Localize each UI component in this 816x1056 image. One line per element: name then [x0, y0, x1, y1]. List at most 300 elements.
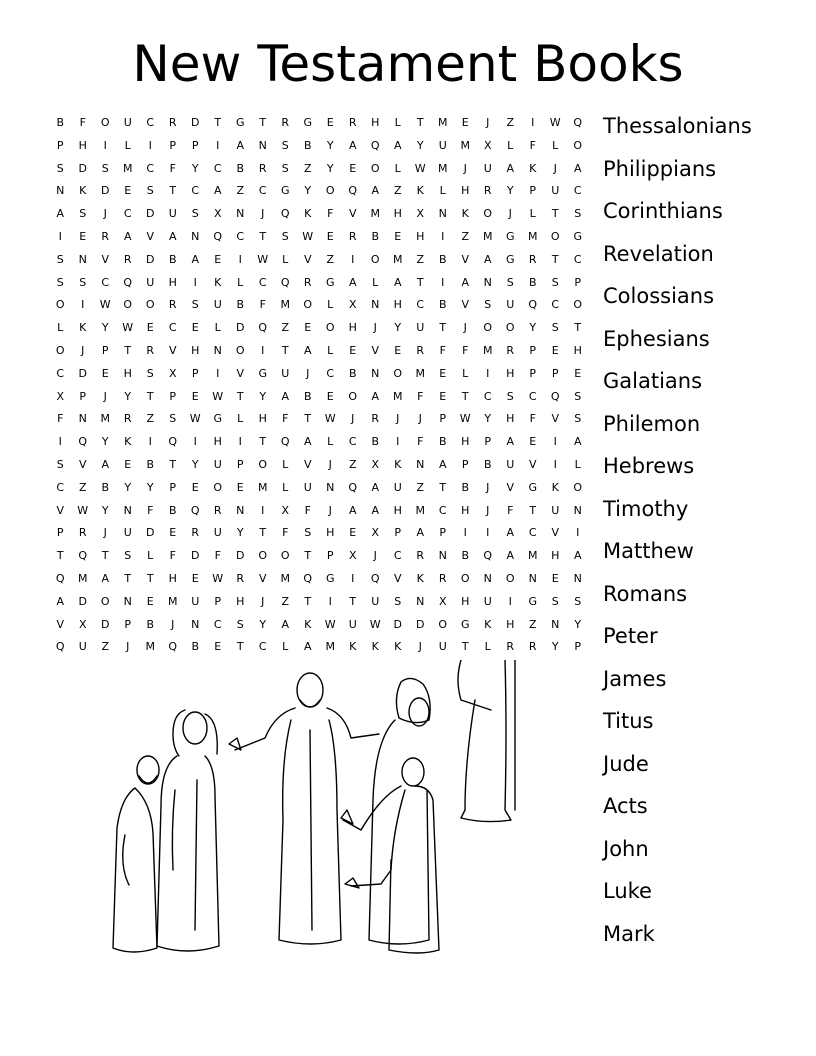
grid-letter: N — [573, 503, 582, 517]
grid-letter: Y — [101, 503, 109, 517]
grid-letter: I — [261, 503, 265, 517]
grid-letter: B — [236, 161, 245, 175]
grid-row — [49, 454, 589, 477]
grid-letter: C — [258, 184, 267, 198]
grid-letter: K — [79, 321, 87, 335]
grid-letter: L — [282, 457, 289, 471]
grid-letter: G — [528, 594, 538, 608]
grid-letter: G — [213, 412, 223, 426]
grid-letter: B — [348, 366, 357, 380]
grid-letter: R — [438, 571, 447, 585]
grid-letter: F — [304, 503, 311, 517]
grid-letter: E — [349, 343, 357, 357]
grid-letter: O — [393, 366, 403, 380]
figure-right-partial — [458, 660, 515, 822]
grid-letter: T — [574, 321, 582, 335]
letter-grid — [49, 112, 589, 659]
grid-letter: E — [394, 229, 402, 243]
grid-letter: K — [79, 184, 87, 198]
grid-letter: W — [212, 571, 224, 585]
grid-letter: R — [146, 343, 155, 357]
grid-letter: P — [214, 594, 222, 608]
grid-letter: R — [168, 298, 177, 312]
grid-letter: S — [281, 138, 289, 152]
grid-letter: I — [216, 138, 220, 152]
grid-letter: Z — [236, 184, 245, 198]
grid-letter: P — [574, 640, 582, 654]
grid-letter: N — [236, 207, 245, 221]
grid-letter: B — [168, 252, 177, 266]
grid-letter: S — [124, 549, 132, 563]
grid-letter: C — [551, 298, 560, 312]
grid-letter: S — [79, 275, 87, 289]
grid-letter: I — [396, 435, 400, 449]
grid-letter: Z — [281, 594, 290, 608]
grid-letter: M — [280, 298, 290, 312]
grid-letter: B — [303, 138, 312, 152]
grid-letter: T — [304, 549, 312, 563]
grid-letter: R — [191, 526, 200, 540]
grid-letter: R — [506, 640, 515, 654]
grid-letter: Q — [55, 571, 65, 585]
grid-letter: X — [281, 503, 290, 517]
grid-letter: E — [214, 640, 222, 654]
grid-letter: W — [189, 412, 201, 426]
grid-letter: G — [325, 275, 335, 289]
grid-row — [49, 408, 589, 431]
grid-letter: B — [236, 298, 245, 312]
grid-letter: M — [325, 640, 335, 654]
grid-letter: U — [213, 298, 222, 312]
grid-letter: D — [146, 207, 155, 221]
grid-letter: T — [439, 321, 447, 335]
grid-letter: O — [550, 229, 560, 243]
grid-letter: U — [123, 116, 132, 129]
grid-letter: Q — [213, 229, 223, 243]
grid-letter: D — [78, 161, 87, 175]
grid-letter: C — [213, 161, 222, 175]
grid-letter: D — [78, 594, 87, 608]
grid-letter: S — [574, 389, 582, 403]
word-list-item: Philemon — [603, 411, 701, 436]
grid-letter: Y — [124, 480, 132, 494]
grid-letter: W — [77, 503, 89, 517]
grid-letter: H — [461, 435, 470, 449]
grid-row — [49, 158, 589, 181]
grid-letter: J — [351, 412, 355, 426]
grid-letter: A — [101, 457, 110, 471]
grid-letter: M — [483, 229, 493, 243]
grid-letter: H — [461, 503, 470, 517]
grid-letter: S — [56, 252, 64, 266]
grid-letter: T — [169, 457, 177, 471]
grid-letter: V — [551, 412, 560, 426]
grid-letter: R — [348, 116, 357, 129]
grid-letter: Y — [101, 435, 109, 449]
grid-letter: O — [460, 571, 470, 585]
grid-letter: T — [169, 184, 177, 198]
grid-letter: T — [124, 343, 132, 357]
grid-letter: I — [238, 252, 242, 266]
grid-letter: P — [236, 457, 244, 471]
grid-letter: S — [304, 526, 312, 540]
grid-letter: B — [101, 480, 110, 494]
grid-letter: R — [213, 503, 222, 517]
grid-letter: E — [326, 229, 334, 243]
grid-letter: U — [483, 594, 492, 608]
grid-letter: O — [483, 321, 493, 335]
grid-letter: L — [552, 138, 559, 152]
grid-letter: H — [506, 412, 515, 426]
grid-letter: T — [304, 412, 312, 426]
grid-letter: S — [146, 184, 154, 198]
grid-letter: Q — [348, 480, 358, 494]
grid-letter: I — [508, 594, 512, 608]
grid-letter: L — [327, 298, 334, 312]
grid-letter: L — [282, 252, 289, 266]
grid-letter: U — [168, 207, 177, 221]
grid-letter: P — [169, 480, 177, 494]
grid-letter: Q — [123, 275, 133, 289]
grid-letter: C — [236, 229, 245, 243]
grid-letter: P — [529, 366, 537, 380]
grid-letter: A — [371, 503, 380, 517]
grid-letter: U — [281, 366, 290, 380]
grid-letter: I — [351, 571, 355, 585]
grid-letter: E — [439, 366, 447, 380]
grid-letter: J — [418, 412, 422, 426]
grid-row — [49, 614, 589, 637]
grid-letter: E — [394, 343, 402, 357]
grid-letter: O — [370, 161, 380, 175]
grid-letter: J — [373, 321, 377, 335]
grid-letter: V — [461, 298, 470, 312]
grid-letter: D — [393, 617, 402, 631]
grid-letter: K — [529, 161, 537, 175]
grid-row — [49, 636, 589, 659]
grid-letter: C — [56, 480, 65, 494]
grid-letter: I — [486, 366, 490, 380]
grid-letter: L — [124, 138, 131, 152]
grid-letter: R — [101, 229, 110, 243]
grid-row — [49, 568, 589, 591]
grid-letter: O — [258, 549, 268, 563]
grid-letter: A — [168, 229, 177, 243]
grid-letter: H — [258, 412, 267, 426]
grid-letter: D — [236, 321, 245, 335]
grid-letter: U — [213, 457, 222, 471]
grid-letter: F — [439, 343, 446, 357]
grid-letter: B — [146, 457, 155, 471]
grid-letter: K — [461, 207, 469, 221]
grid-letter: R — [281, 116, 290, 129]
grid-letter: I — [58, 229, 62, 243]
grid-letter: A — [393, 275, 402, 289]
grid-letter: S — [79, 207, 87, 221]
grid-letter: A — [348, 275, 357, 289]
grid-letter: O — [55, 298, 65, 312]
grid-letter: E — [191, 571, 199, 585]
grid-letter: I — [441, 229, 445, 243]
grid-letter: F — [147, 503, 154, 517]
grid-letter: S — [191, 298, 199, 312]
grid-letter: O — [235, 343, 245, 357]
figure-central — [229, 673, 379, 944]
grid-row — [49, 203, 589, 226]
grid-letter: U — [123, 526, 132, 540]
grid-letter: U — [506, 457, 515, 471]
grid-letter: R — [123, 412, 132, 426]
grid-letter: T — [124, 571, 132, 585]
grid-letter: F — [417, 435, 424, 449]
word-list-item: Timothy — [603, 496, 689, 521]
grid-letter: J — [418, 640, 422, 654]
grid-letter: B — [461, 480, 470, 494]
grid-letter: Z — [303, 161, 312, 175]
grid-letter: E — [191, 321, 199, 335]
grid-letter: O — [483, 207, 493, 221]
word-list — [603, 110, 813, 960]
grid-letter: P — [529, 184, 537, 198]
word-list-item: Luke — [603, 879, 652, 903]
grid-letter: A — [416, 526, 425, 540]
grid-letter: O — [325, 184, 335, 198]
grid-letter: M — [415, 366, 425, 380]
grid-row — [49, 477, 589, 500]
grid-letter: V — [168, 343, 177, 357]
word-list-item: Hebrews — [603, 454, 695, 478]
grid-letter: B — [438, 252, 447, 266]
grid-letter: K — [349, 640, 357, 654]
grid-letter: V — [393, 571, 402, 585]
grid-row — [49, 500, 589, 523]
grid-letter: Q — [168, 435, 178, 449]
grid-row — [49, 386, 589, 409]
grid-letter: E — [146, 321, 154, 335]
grid-letter: Z — [101, 640, 110, 654]
grid-letter: D — [78, 366, 87, 380]
grid-letter: T — [281, 343, 289, 357]
grid-letter: S — [101, 161, 109, 175]
grid-letter: C — [258, 275, 267, 289]
grid-letter: M — [393, 252, 403, 266]
grid-letter: B — [371, 229, 380, 243]
grid-letter: W — [459, 412, 471, 426]
grid-letter: N — [56, 184, 65, 198]
grid-letter: A — [56, 207, 65, 221]
grid-letter: O — [370, 252, 380, 266]
grid-letter: X — [213, 207, 222, 221]
grid-letter: H — [416, 229, 425, 243]
grid-letter: L — [282, 640, 289, 654]
grid-letter: L — [147, 549, 154, 563]
grid-letter: K — [416, 184, 424, 198]
grid-letter: A — [303, 640, 312, 654]
grid-letter: P — [191, 366, 199, 380]
grid-letter: L — [507, 138, 514, 152]
grid-letter: S — [551, 275, 559, 289]
grid-letter: P — [551, 366, 559, 380]
grid-letter: N — [573, 571, 582, 585]
grid-letter: E — [349, 161, 357, 175]
word-list-item: Matthew — [603, 539, 694, 563]
grid-letter: F — [462, 343, 469, 357]
grid-letter: M — [415, 503, 425, 517]
grid-letter: Z — [393, 184, 402, 198]
grid-letter: C — [123, 207, 132, 221]
word-list-item: Jude — [603, 751, 649, 776]
grid-letter: Q — [348, 184, 358, 198]
grid-letter: R — [258, 161, 267, 175]
grid-letter: E — [304, 321, 312, 335]
grid-letter: F — [327, 207, 334, 221]
grid-letter: C — [168, 321, 177, 335]
grid-letter: Z — [528, 617, 537, 631]
grid-letter: Z — [416, 480, 425, 494]
figure-tall-robed — [157, 710, 219, 951]
grid-letter: P — [124, 617, 132, 631]
grid-letter: V — [348, 207, 357, 221]
grid-letter: A — [371, 184, 380, 198]
grid-letter: W — [414, 161, 426, 175]
grid-letter: G — [280, 184, 290, 198]
grid-row — [49, 294, 589, 317]
grid-letter: Q — [483, 549, 493, 563]
grid-letter: Y — [326, 138, 334, 152]
grid-letter: K — [416, 571, 424, 585]
grid-letter: U — [213, 526, 222, 540]
grid-letter: E — [191, 480, 199, 494]
grid-letter: H — [348, 321, 357, 335]
word-list-item: John — [603, 836, 649, 861]
grid-letter: P — [439, 526, 447, 540]
grid-letter: F — [529, 138, 536, 152]
grid-letter: M — [100, 412, 110, 426]
grid-letter: A — [371, 389, 380, 403]
grid-letter: X — [371, 526, 380, 540]
grid-letter: C — [528, 389, 537, 403]
grid-letter: H — [168, 571, 177, 585]
grid-letter: D — [191, 116, 200, 129]
grid-letter: F — [169, 549, 176, 563]
grid-letter: E — [79, 229, 87, 243]
grid-letter: M — [483, 343, 493, 357]
grid-letter: N — [483, 571, 492, 585]
grid-letter: I — [553, 435, 557, 449]
grid-letter: S — [551, 321, 559, 335]
grid-letter: V — [461, 252, 470, 266]
grid-letter: Q — [55, 640, 65, 654]
grid-letter: J — [508, 207, 512, 221]
grid-letter: M — [145, 640, 155, 654]
grid-letter: R — [528, 640, 537, 654]
grid-letter: N — [483, 275, 492, 289]
grid-letter: M — [528, 229, 538, 243]
grid-letter: O — [303, 298, 313, 312]
grid-letter: E — [124, 184, 132, 198]
grid-letter: X — [56, 389, 65, 403]
word-list-item: Philippians — [603, 156, 717, 181]
grid-letter: S — [56, 161, 64, 175]
grid-letter: I — [576, 526, 580, 540]
grid-letter: T — [551, 207, 559, 221]
word-list-item: Thessalonians — [603, 114, 752, 138]
grid-row — [49, 226, 589, 249]
grid-letter: I — [193, 275, 197, 289]
grid-letter: V — [236, 366, 245, 380]
grid-letter: M — [78, 571, 88, 585]
grid-letter: O — [348, 389, 358, 403]
grid-letter: X — [78, 617, 87, 631]
grid-letter: T — [259, 435, 267, 449]
grid-letter: N — [258, 138, 267, 152]
grid-letter: T — [304, 594, 312, 608]
grid-letter: A — [573, 549, 582, 563]
grid-letter: G — [258, 366, 268, 380]
grid-letter: W — [324, 412, 336, 426]
grid-letter: R — [371, 412, 380, 426]
grid-letter: F — [169, 161, 176, 175]
grid-letter: M — [528, 549, 538, 563]
grid-letter: T — [416, 275, 424, 289]
grid-letter: R — [528, 252, 537, 266]
grid-letter: H — [123, 366, 132, 380]
grid-letter: H — [393, 298, 402, 312]
grid-letter: R — [483, 184, 492, 198]
grid-letter: Q — [280, 435, 290, 449]
grid-letter: I — [531, 116, 535, 129]
figure-left — [113, 756, 159, 952]
grid-letter: Y — [101, 321, 109, 335]
grid-letter: A — [506, 549, 515, 563]
grid-letter: P — [484, 435, 492, 449]
grid-letter: N — [78, 412, 87, 426]
grid-letter: D — [101, 617, 110, 631]
grid-letter: F — [282, 526, 289, 540]
grid-row — [49, 545, 589, 568]
grid-letter: X — [483, 138, 492, 152]
grid-letter: W — [257, 252, 269, 266]
grid-letter: S — [574, 207, 582, 221]
grid-letter: A — [348, 503, 357, 517]
grid-letter: S — [394, 594, 402, 608]
grid-letter: V — [528, 457, 537, 471]
grid-letter: Q — [258, 321, 268, 335]
grid-letter: G — [573, 229, 583, 243]
grid-letter: R — [78, 526, 87, 540]
grid-letter: W — [324, 617, 336, 631]
grid-letter: T — [259, 229, 267, 243]
grid-letter: H — [371, 116, 380, 129]
grid-letter: Q — [528, 298, 538, 312]
grid-letter: E — [236, 480, 244, 494]
grid-letter: O — [100, 116, 110, 129]
grid-letter: A — [371, 480, 380, 494]
grid-letter: T — [236, 640, 244, 654]
grid-letter: K — [394, 640, 402, 654]
grid-letter: Q — [280, 207, 290, 221]
word-list-item: Mark — [603, 921, 655, 946]
grid-letter: M — [393, 389, 403, 403]
grid-letter: J — [486, 480, 490, 494]
word-list-item: Romans — [603, 581, 688, 606]
grid-letter: Q — [78, 549, 88, 563]
grid-letter: I — [58, 435, 62, 449]
grid-letter: A — [101, 571, 110, 585]
grid-letter: D — [191, 549, 200, 563]
grid-letter: E — [529, 435, 537, 449]
grid-letter: J — [373, 549, 377, 563]
